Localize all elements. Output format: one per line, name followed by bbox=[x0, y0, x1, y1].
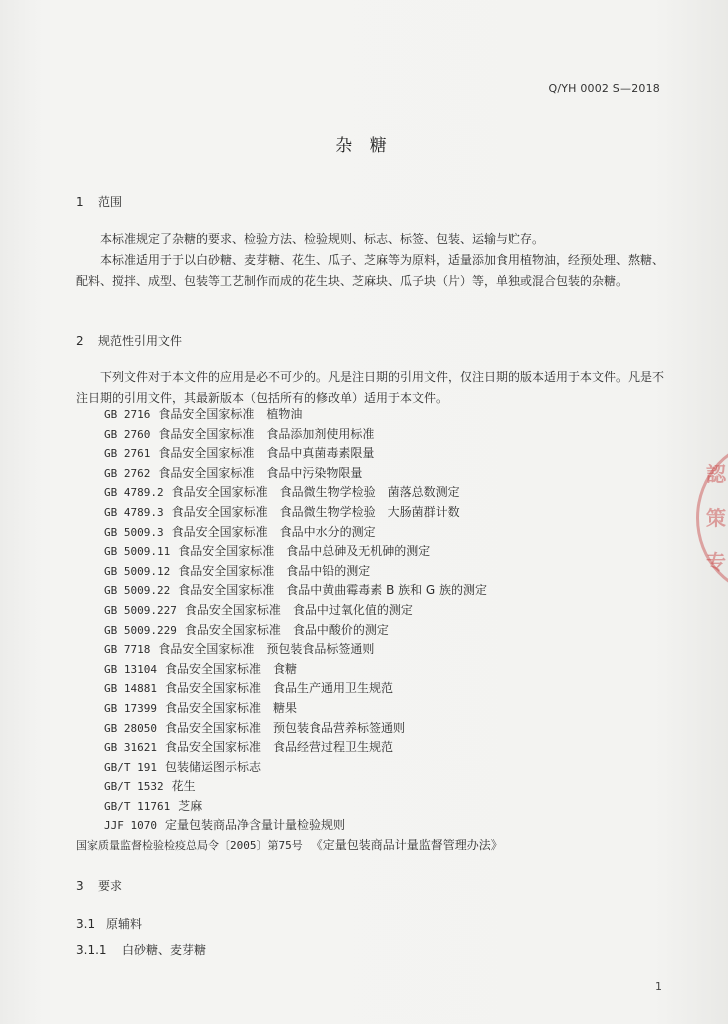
reference-item bbox=[104, 444, 515, 464]
reference-item bbox=[104, 542, 515, 562]
reference-title-part-1: 花生 bbox=[171, 779, 196, 794]
reference-item bbox=[104, 640, 515, 660]
reference-title-part-2: 糖果 bbox=[273, 700, 298, 715]
stamp-glyph: 专 bbox=[706, 550, 726, 574]
stamp-glyph: 認 bbox=[706, 462, 726, 486]
section-3-heading bbox=[76, 877, 122, 894]
reference-item bbox=[104, 503, 515, 523]
reference-title-part-2: 预包装食品标签通则 bbox=[266, 642, 375, 657]
reference-code: GB 5009.12 bbox=[104, 564, 171, 578]
reference-title-part-1: 食品安全国家标准 bbox=[184, 602, 281, 617]
reference-item bbox=[104, 719, 515, 739]
reference-code: GB 28050 bbox=[104, 721, 157, 735]
subsection-title: 白砂糖、麦芽糖 bbox=[122, 943, 207, 957]
reference-item bbox=[104, 758, 515, 778]
reference-title-part-2: 食品中铅的测定 bbox=[286, 563, 371, 578]
reference-list bbox=[76, 405, 515, 856]
section-number: 3 bbox=[76, 879, 84, 893]
reference-title-part-1: 食品安全国家标准 bbox=[171, 504, 268, 519]
subsection-title: 原辅料 bbox=[106, 917, 143, 931]
reference-title-part-1: 食品安全国家标准 bbox=[158, 426, 255, 441]
scope-paragraph-2: 本标准适用于于以白砂糖、麦芽糖、花生、瓜子、芝麻等为原料，适量添加食用植物油，经预处理、熬糖、配料、搅拌、成型、包装等工艺制作而成的花生块、芝麻块、瓜子块（片）等，单独或混合包装的杂糖。 bbox=[76, 253, 665, 288]
reference-title-part-1: 食品安全国家标准 bbox=[164, 681, 261, 696]
scope-paragraph-1: 本标准规定了杂糖的要求、检验方法、检验规则、标志、标签、包装、运输与贮存。 bbox=[100, 232, 545, 246]
reference-title-part-2: 植物油 bbox=[266, 407, 303, 421]
section-title: 要求 bbox=[98, 879, 123, 893]
reference-title-part-1: 食品安全国家标准 bbox=[178, 544, 275, 559]
section-2-intro bbox=[76, 367, 666, 409]
reference-title-part-2: 食品添加剂使用标准 bbox=[266, 426, 375, 441]
reference-item bbox=[104, 660, 515, 680]
reference-item bbox=[104, 621, 515, 641]
reference-title-part-2: 食品经营过程卫生规范 bbox=[273, 740, 394, 755]
reference-title-part-2: 食糖 bbox=[273, 661, 298, 676]
subsection-3-1-heading bbox=[76, 915, 142, 932]
reference-title-part-1: 食品安全国家标准 bbox=[158, 446, 255, 461]
reference-code: GB 14881 bbox=[104, 682, 157, 696]
references-intro: 下列文件对于本文件的应用是必不可少的。凡是注日期的引用文件，仅注日期的版本适用于本文件。凡是不注日期的引用文件，其最新版本（包括所有的修改单）适用于本文件。 bbox=[76, 370, 665, 405]
reference-item bbox=[104, 581, 515, 601]
reference-code: GB 5009.229 bbox=[104, 623, 177, 637]
reference-item bbox=[104, 797, 515, 817]
section-1-body bbox=[76, 229, 666, 292]
reference-code: 国家质量监督检验检疫总局令〔2005〕第75号 bbox=[76, 839, 303, 853]
reference-title-part-1: 食品安全国家标准 bbox=[158, 407, 255, 421]
reference-item bbox=[104, 562, 515, 582]
section-number: 1 bbox=[76, 195, 84, 209]
reference-title-part-1: 食品安全国家标准 bbox=[158, 465, 255, 480]
reference-title-part-1: 食品安全国家标准 bbox=[184, 622, 281, 637]
reference-code: GB/T 11761 bbox=[104, 799, 171, 813]
reference-item bbox=[104, 699, 515, 719]
reference-code: GB 5009.22 bbox=[104, 584, 171, 598]
reference-item bbox=[104, 523, 515, 543]
reference-title-part-1: 食品安全国家标准 bbox=[171, 524, 268, 539]
reference-title-part-1: 食品安全国家标准 bbox=[171, 485, 268, 500]
reference-title-part-2: 食品微生物学检验 大肠菌群计数 bbox=[279, 504, 460, 519]
reference-code: GB 4789.3 bbox=[104, 505, 164, 519]
reference-code: GB 2760 bbox=[104, 427, 151, 441]
subsection-number: 3.1.1 bbox=[76, 943, 107, 957]
reference-item bbox=[104, 483, 515, 503]
reference-code: GB/T 191 bbox=[104, 760, 157, 774]
reference-item bbox=[104, 425, 515, 445]
red-seal-stamp bbox=[688, 440, 728, 590]
reference-code: GB 13104 bbox=[104, 662, 157, 676]
reference-title-part-2: 食品中酸价的测定 bbox=[292, 622, 389, 637]
section-number: 2 bbox=[76, 334, 84, 348]
reference-code: GB 31621 bbox=[104, 741, 157, 755]
reference-code: GB 7718 bbox=[104, 643, 151, 657]
subsection-number: 3.1 bbox=[76, 917, 96, 931]
reference-item bbox=[76, 836, 515, 856]
section-title: 范围 bbox=[98, 195, 123, 209]
reference-code: JJF 1070 bbox=[104, 819, 157, 833]
section-2-heading bbox=[76, 332, 182, 349]
stamp-glyph: 策 bbox=[706, 506, 726, 530]
reference-title-part-2: 食品中总砷及无机砷的测定 bbox=[286, 544, 431, 559]
reference-title-part-1: 食品安全国家标准 bbox=[178, 583, 275, 598]
reference-title-part-2: 预包装食品营养标签通则 bbox=[273, 720, 406, 735]
reference-title-part-1: 定量包装商品净含量计量检验规则 bbox=[164, 818, 345, 833]
reference-item bbox=[104, 777, 515, 797]
reference-title-part-2: 食品生产通用卫生规范 bbox=[273, 681, 394, 696]
reference-title-part-1: 食品安全国家标准 bbox=[164, 700, 261, 715]
reference-title-part-2: 食品中过氧化值的测定 bbox=[292, 602, 413, 617]
reference-title-part-2: 食品中黄曲霉毒素 B 族和 G 族的测定 bbox=[286, 583, 488, 598]
reference-title-part-2: 食品中污染物限量 bbox=[266, 465, 363, 480]
reference-title-part-2: 食品中水分的测定 bbox=[279, 524, 376, 539]
reference-title-part-1: 食品安全国家标准 bbox=[164, 720, 261, 735]
section-title: 规范性引用文件 bbox=[98, 334, 183, 348]
reference-title-part-1: 《定量包装商品计量监督管理办法》 bbox=[310, 838, 503, 853]
standard-code: Q/YH 0002 S—2018 bbox=[548, 82, 660, 95]
reference-title-part-1: 包装储运图示标志 bbox=[164, 759, 261, 774]
reference-code: GB 2762 bbox=[104, 466, 151, 480]
reference-code: GB 5009.3 bbox=[104, 525, 164, 539]
page-number: 1 bbox=[655, 980, 662, 993]
reference-item bbox=[104, 464, 515, 484]
reference-item bbox=[104, 679, 515, 699]
document-title: 杂 糖 bbox=[335, 136, 393, 156]
reference-title-part-1: 食品安全国家标准 bbox=[164, 661, 261, 676]
reference-item bbox=[104, 738, 515, 758]
reference-item bbox=[104, 816, 515, 836]
reference-title-part-1: 食品安全国家标准 bbox=[164, 740, 261, 755]
reference-code: GB 5009.11 bbox=[104, 545, 171, 559]
section-1-heading bbox=[76, 193, 122, 210]
reference-code: GB 5009.227 bbox=[104, 603, 177, 617]
reference-item bbox=[104, 601, 515, 621]
reference-code: GB 2716 bbox=[104, 408, 151, 421]
reference-title-part-2: 食品微生物学检验 菌落总数测定 bbox=[279, 485, 460, 500]
reference-title-part-1: 芝麻 bbox=[178, 798, 203, 813]
reference-title-part-1: 食品安全国家标准 bbox=[178, 563, 275, 578]
reference-code: GB 2761 bbox=[104, 447, 151, 461]
reference-item bbox=[104, 405, 515, 425]
reference-title-part-2: 食品中真菌毒素限量 bbox=[266, 446, 375, 461]
reference-title-part-1: 食品安全国家标准 bbox=[158, 642, 255, 657]
reference-code: GB/T 1532 bbox=[104, 780, 164, 794]
reference-code: GB 17399 bbox=[104, 701, 157, 715]
reference-code: GB 4789.2 bbox=[104, 486, 164, 500]
subsection-3-1-1-heading bbox=[76, 941, 206, 958]
